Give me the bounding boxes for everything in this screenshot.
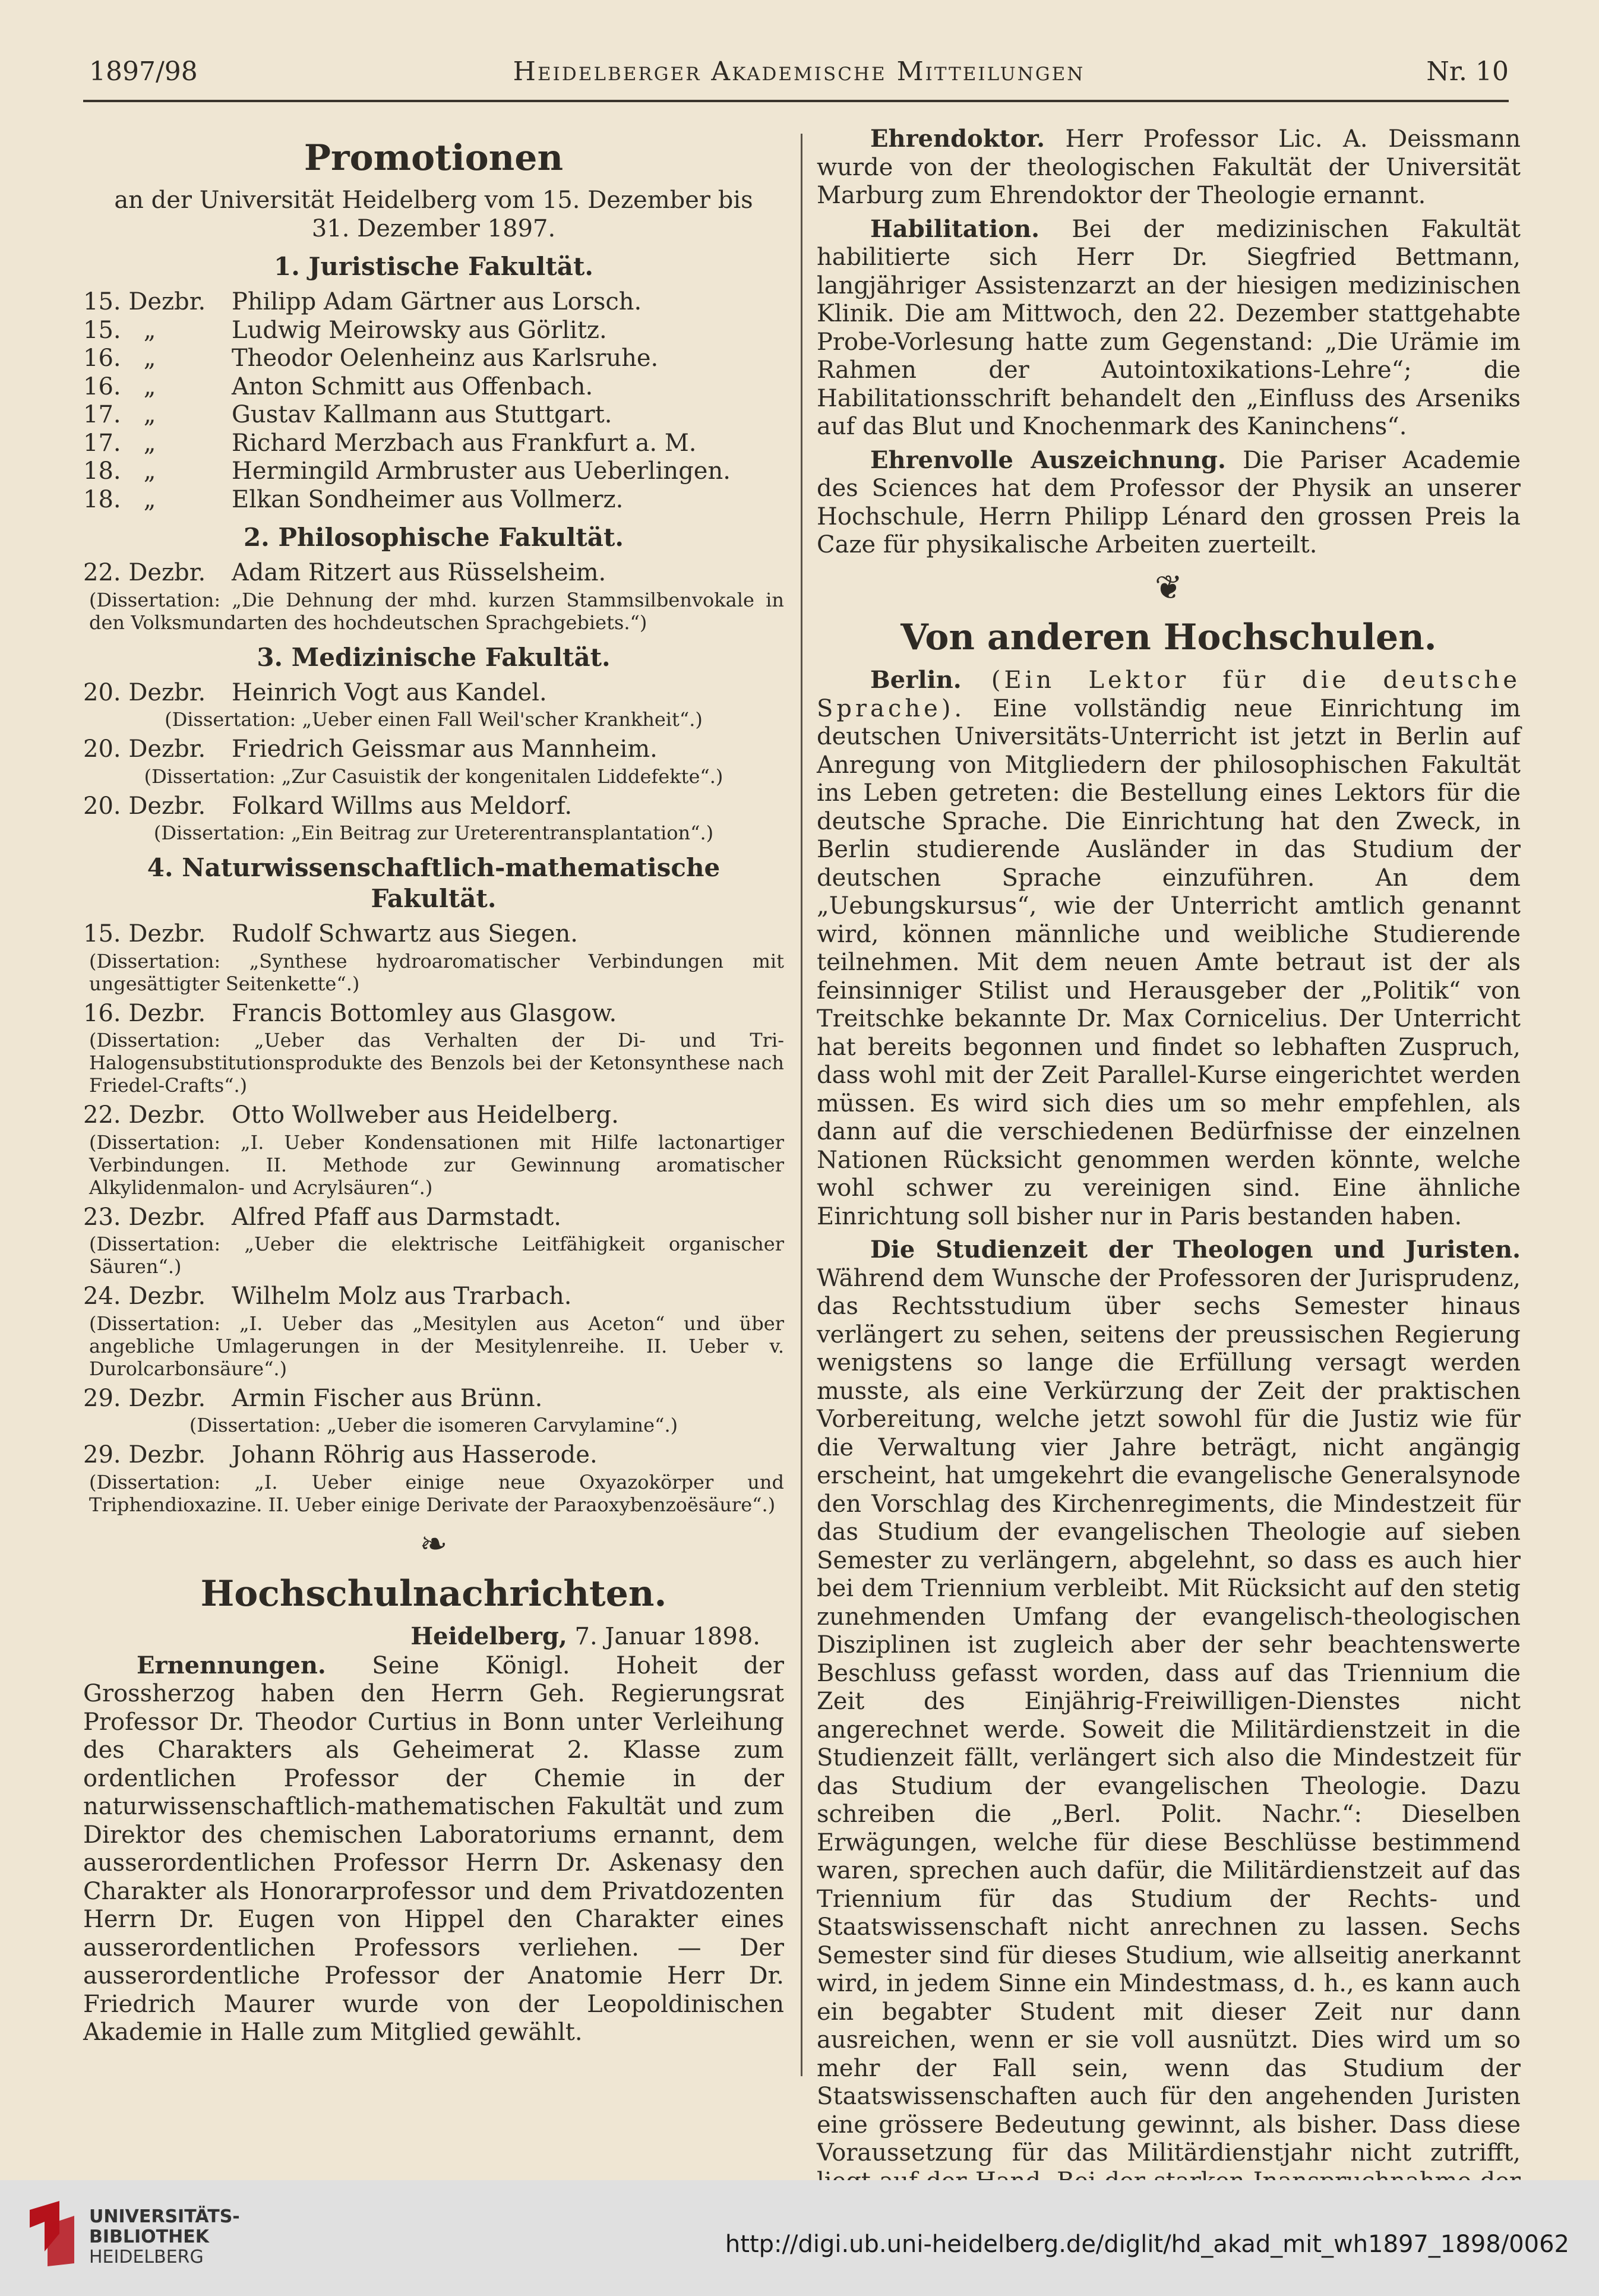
ernennungen-text: Seine Königl. Hoheit der Grossherzog haben den Herrn Geh. Regierungsrat Professor Dr. Theodor Curtius in Bonn unter Verleihung des Charakters als Geheimerat 2. Klasse zum ordentlichen Professor der Chemie in der naturwissenschaftlich-mathematischen Fakultät und zum Direktor des chemischen Laboratoriums ernannt, dem ausserordentlichen Professor Herrn Dr. Askenasy den Charakter als Honorarprofessor und dem Privatdozenten Herrn Dr. Eugen von Hippel den Charakter eines ausserordentlichen Professors verliehen. — Der ausserordentliche Professor der Anatomie Herr Dr. Friedrich Maurer wurde von der Leopoldinischen Akademie in Halle zum Mitglied gewählt.: [83, 1651, 784, 2046]
auszeichnung-text: Die Pariser Academie des Sciences hat dem Professor der Physik an unserer Hochschule, Herrn Philipp Lénard den grossen Preis la Caze für physikalische Arbeiten zuerteilt.: [817, 446, 1521, 558]
promotion-name: Gustav Kallmann aus Stuttgart.: [232, 401, 612, 428]
promotion-entry: [83, 486, 784, 514]
dissertation-title: (Dissertation: „Die Dehnung der mhd. kurzen Stammsilbenvokale in den Volksmundarten des hochdeutschen Sprachgebiets.“): [89, 588, 784, 634]
promotion-name: Johann Röhrig aus Hasserode.: [232, 1441, 598, 1468]
promotion-date: 18. „: [83, 485, 156, 513]
promotion-date: 29. Dezbr.: [83, 1384, 206, 1412]
promotion-name: Philipp Adam Gärtner aus Lorsch.: [232, 288, 642, 315]
dissertation-title: (Dissertation: „Ein Beitrag zur Ureterentransplantation“.): [153, 822, 714, 844]
library-name-line2: BIBLIOTHEK: [89, 2226, 209, 2247]
promotion-name: Wilhelm Molz aus Trarbach.: [232, 1283, 572, 1310]
promotion-name: Theodor Oelenheinz aus Karlsruhe.: [232, 345, 659, 372]
promotion-entry: [83, 1441, 784, 1470]
promotion-entry: [83, 401, 784, 429]
habilitation-text: Bei der medizinischen Fakultät habilitierte sich Herr Dr. Siegfried Bettmann, langjähriger Assistenzarzt an der hiesigen medizinischen Klinik. Die am Mittwoch, den 22. Dezember stattgehabte Probe-Vorlesung hatte zum Gegenstand: „Die Urämie im Rahmen der Autointoxikations-Lehre“; die Habilitationsschrift behandelt den „Einfluss des Arseniks auf das Blut und Knochenmark des Kaninchens“.: [817, 215, 1521, 440]
habilitation-heading: Habilitation.: [870, 214, 1040, 243]
promotion-entry: [83, 288, 784, 317]
column-divider: [801, 134, 802, 2076]
habilitation-paragraph: [817, 215, 1521, 441]
ornament-divider-icon: ❦: [1155, 568, 1183, 607]
dateline-date: 7. Januar 1898.: [574, 1623, 760, 1650]
dissertation-title: (Dissertation: „Ueber die isomeren Carvylamine“.): [189, 1414, 678, 1436]
library-name: [89, 2207, 240, 2267]
ehrendoktor-paragraph: [817, 125, 1521, 210]
auszeichnung-paragraph: [817, 446, 1521, 560]
promotion-date: 15. Dezbr.: [83, 288, 206, 315]
promotion-date: 15. Dezbr.: [83, 920, 206, 948]
andere-hochschulen-title: Von anderen Hochschulen.: [900, 617, 1437, 658]
promotion-name: Otto Wollweber aus Heidelberg.: [232, 1101, 619, 1129]
header-volume: 1897/98: [89, 56, 198, 87]
berlin-subheading: (Ein Lektor für die deutsche Sprache).: [817, 667, 1521, 722]
promotion-date: 16. „: [83, 345, 156, 372]
promotion-name: Francis Bottomley aus Glasgow.: [232, 999, 617, 1027]
promotion-date: 17. „: [83, 429, 156, 457]
promotion-entry: [83, 792, 784, 821]
promotion-name: Hermingild Armbruster aus Ueberlingen.: [232, 457, 731, 485]
dissertation-title: (Dissertation: „Ueber einen Fall Weil'scher Krankheit“.): [165, 708, 703, 731]
promotion-entry: [83, 735, 784, 764]
permalink-url[interactable]: http://digi.ub.uni-heidelberg.de/diglit/hd_akad_mit_wh1897_1898/0062: [725, 2231, 1569, 2258]
viewer-footer: [0, 2180, 1599, 2296]
header-title: Heidelberger Akademische Mitteilungen: [513, 56, 1085, 87]
promotion-date: 20. Dezbr.: [83, 735, 206, 763]
berlin-text: Eine vollständig neue Einrichtung im deutschen Universitäts-Unterricht ist jetzt in Berlin auf Anregung von Mitgliedern der philosophischen Fakultät ins Leben getreten: die Bestellung eines Lektors für die deutsche Sprache. Die Einrichtung hat den Zweck, in Berlin studierende Ausländer in das Studium der deutschen Sprache einzuführen. An dem „Uebungskursus“, wie der Unterricht amtlich genannt wird, können männliche und weibliche Studierende teilnehmen. Mit dem neuen Amte betraut ist der als feinsinniger Stilist und Herausgeber der „Politik“ von Treitschke bekannte Dr. Max Cornicelius. Der Unterricht hat bereits begonnen und findet so lebhaften Zuspruch, dass wohl mit der Zeit Parallel-Kurse eingerichtet werden müssen. Es wird sich dies um so mehr empfehlen, als dann auf die verschiedenen Bedürfnisse der einzelnen Nationen Rücksicht genommen werden könnte, welche wohl schwer zu vereinigen sind. Eine ähnliche Einrichtung soll bisher nur in Paris bestanden haben.: [817, 694, 1521, 1230]
dissertation-title: (Dissertation: „Ueber das Verhalten der Di- und Tri-Halogensubstitutionsprodukte des Benzols bei der Ketonsynthese nach Friedel-Crafts“.): [89, 1029, 784, 1097]
promotion-date: 20. Dezbr.: [83, 678, 206, 706]
promotion-date: 29. Dezbr.: [83, 1441, 206, 1468]
promotion-entry: [83, 345, 784, 373]
library-name-line1: UNIVERSITÄTS-: [89, 2206, 240, 2227]
promotion-name: Anton Schmitt aus Offenbach.: [232, 372, 593, 400]
promotion-name: Armin Fischer aus Brünn.: [232, 1384, 543, 1412]
promotion-entry: [83, 1101, 784, 1130]
promotion-entry: [83, 1283, 784, 1311]
promotion-name: Rudolf Schwartz aus Siegen.: [232, 920, 578, 948]
dissertation-title: (Dissertation: „I. Ueber das „Mesitylen aus Aceton“ und über angebliche Umlagerungen in der Mesitylenreihe. II. Ueber v. Durolcarbonsäure“.): [89, 1312, 784, 1380]
promotion-date: 22. Dezbr.: [83, 559, 206, 586]
promotion-date: 18. „: [83, 457, 156, 485]
library-name-line3: HEIDELBERG: [89, 2247, 204, 2267]
faculty-heading: 1. Juristische Fakultät.: [273, 252, 594, 281]
promotion-name: Folkard Willms aus Meldorf.: [232, 792, 573, 820]
promotionen-subtitle: an der Universität Heidelberg vom 15. Dezember bis 31. Dezember 1897.: [114, 187, 753, 242]
faculty-heading: 3. Medizinische Fakultät.: [257, 642, 611, 672]
berlin-paragraph: [817, 666, 1521, 1231]
promotionen-title: Promotionen: [304, 137, 564, 179]
dissertation-title: (Dissertation: „Synthese hydroaromatischer Verbindungen mit ungesättigter Seitenkette“.): [89, 949, 784, 995]
left-column: [83, 125, 784, 2052]
promotion-date: 23. Dezbr.: [83, 1203, 206, 1231]
promotion-date: 16. „: [83, 372, 156, 400]
faculty-heading: 4. Naturwissenschaftlich-mathematische Fakultät.: [147, 853, 721, 913]
berlin-heading: Berlin.: [870, 666, 962, 694]
promotion-name: Alfred Pfaff aus Darmstadt.: [232, 1203, 561, 1231]
promotion-entry: [83, 559, 784, 588]
dissertation-title: (Dissertation: „Ueber die elektrische Leitfähigkeit organischer Säuren“.): [89, 1233, 784, 1278]
promotion-entry: [83, 429, 784, 458]
dissertation-title: (Dissertation: „I. Ueber einige neue Oxyazokörper und Triphendioxazine. II. Ueber einige Derivate der Paraoxybenzoësäure“.): [89, 1470, 784, 1516]
promotion-date: 22. Dezbr.: [83, 1101, 206, 1129]
promotion-date: 15. „: [83, 316, 156, 344]
promotion-entry: [83, 1385, 784, 1413]
promotion-entry: [83, 920, 784, 949]
promotion-date: 24. Dezbr.: [83, 1283, 206, 1310]
auszeichnung-heading: Ehrenvolle Auszeichnung.: [870, 446, 1226, 474]
promotion-entry: [83, 457, 784, 486]
ernennungen-heading: Ernennungen.: [137, 1651, 326, 1679]
promotion-date: 17. „: [83, 401, 156, 428]
faculty-list: [83, 251, 784, 1516]
ehrendoktor-heading: Ehrendoktor.: [870, 125, 1045, 153]
promotion-entry: [83, 373, 784, 402]
promotion-entry: [83, 1204, 784, 1232]
studienzeit-text: Während dem Wunsche der Professoren der Jurisprudenz, das Rechtsstudium über sechs Semester hinaus verlängert zu sehen, seitens der preussischen Regierung wenigstens so lange die Erfüllung versagt werden musste, als eine Verkürzung der Zeit der praktischen Vorbereitung, welche jetzt sowohl für die Justiz wie für die Verwaltung vier Jahre beträgt, nicht angängig erscheint, hat umgekehrt die evangelische Generalsynode den Vorschlag des Kirchenregiments, die Mindestzeit für das Studium der evangelischen Theologie auf sieben Semester zu verlängern, abgelehnt, so dass es auch hier bei dem Triennium verbleibt. Mit Rücksicht auf den stetig zunehmenden Umfang der evangelisch-theologischen Disziplinen ist zugleich aber der sehr beachtenswerte Beschluss gefasst worden, dass auf das Triennium die Zeit des Einjährig-Freiwilligen-Dienstes nicht angerechnet werde. Soweit die Militärdienstzeit in die Studienzeit fällt, verlängert sich also die Mindestzeit für das Studium der evangelischen Theologie. Dazu schreiben die „Berl. Polit. Nachr.“: Dieselben Erwägungen, welche für diese Beschlüsse bestimmend waren, sprechen auch dafür, die Militärdienstzeit auf das Triennium für das Studium der Rechts- und Staatswissenschaft nicht anrechnen zu lassen. Sechs Semester sind für dieses Studium, wie allseitig anerkannt wird, in jedem Sinne ein Mindestmass, d. h., es kann auch ein begabter Student mit dieser Zeit nur dann ausreichen, wenn er sie voll ausnützt. Dies wird um so mehr der Fall sein, wenn das Studium der Staatswissenschaften auch für den angehenden Juristen eine grössere Bedeutung gewinnt, als bisher. Dass diese Voraussetzung für das Militärdienstjahr nicht zutrifft,: [817, 1264, 1521, 2166]
promotion-name: Richard Merzbach aus Frankfurt a. M.: [232, 429, 697, 457]
ornament-divider-icon: ❧: [419, 1524, 448, 1564]
promotion-date: 20. Dezbr.: [83, 792, 206, 820]
ehrendoktor-text: Herr Professor Lic. A. Deissmann wurde von der theologischen Fakultät der Universität Marburg zum Ehrendoktor der Theologie ernannt.: [817, 125, 1521, 209]
promotion-date: 16. Dezbr.: [83, 999, 206, 1027]
university-library-logo-icon: [24, 2198, 77, 2269]
page-header: [89, 56, 1509, 104]
studienzeit-heading: Die Studienzeit der Theologen und Juristen.: [870, 1236, 1521, 1264]
studienzeit-paragraph: [817, 1236, 1521, 2224]
promotion-entry: [83, 317, 784, 345]
promotion-name: Heinrich Vogt aus Kandel.: [232, 678, 547, 706]
dissertation-title: (Dissertation: „I. Ueber Kondensationen mit Hilfe lactonartiger Verbindungen. II. Methode zur Gewinnung aromatischer Alkylidenmalon- und Acrylsäuren“.): [89, 1130, 784, 1199]
faculty-heading: 2. Philosophische Fakultät.: [243, 523, 624, 552]
header-issue: Nr. 10: [1426, 56, 1509, 87]
promotion-name: Adam Ritzert aus Rüsselsheim.: [232, 559, 606, 586]
promotion-entry: [83, 1000, 784, 1028]
hochschulnachrichten-title: Hochschulnachrichten.: [200, 1573, 667, 1615]
ernennungen-paragraph: [83, 1651, 784, 2047]
promotion-entry: [83, 679, 784, 708]
promotion-name: Friedrich Geissmar aus Mannheim.: [232, 735, 658, 763]
promotion-name: Elkan Sondheimer aus Vollmerz.: [232, 485, 624, 513]
dateline: [83, 1622, 760, 1651]
dissertation-title: (Dissertation: „Zur Casuistik der kongenitalen Liddefekte“.): [144, 765, 723, 788]
promotion-name: Ludwig Meirowsky aus Görlitz.: [232, 316, 607, 344]
header-rule: [83, 100, 1509, 102]
right-column: [817, 125, 1521, 2229]
dateline-place: Heidelberg,: [410, 1622, 567, 1650]
